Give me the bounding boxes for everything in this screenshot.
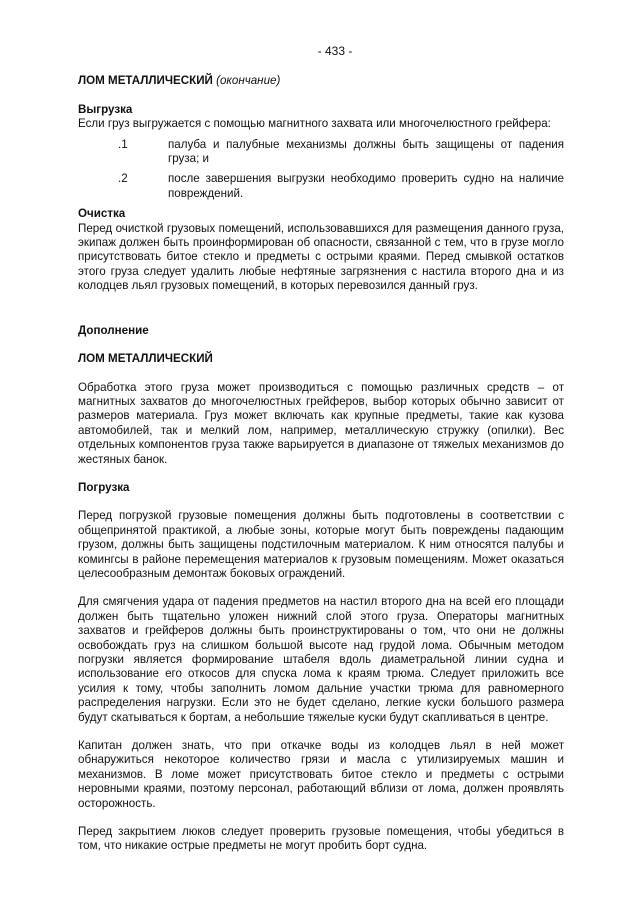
unloading-heading: Выгрузка [78,102,133,116]
section-title-sub: (окончание) [216,74,281,88]
loading-paragraph: Капитан должен знать, что при откачке воды из колодцев льял в ней может обнаружиться некоторое количество грязи и масла с утилизируемых машин и механизмов. В ломе может присутствовать битое стекло и предметы с острыми неровными краями, поэтому персонал, работающий вблизи от лома, должен проявлять осторожность. [78,739,564,810]
list-item-text: после завершения выгрузки необходимо проверить судно на наличие повреждений. [168,172,564,200]
document-page [78,44,564,854]
list-item [78,172,564,201]
loading-paragraph: Перед закрытием люков следует проверить грузовые помещения, чтобы убедиться в том, что никакие острые предметы не могут пробить борт судна. [78,825,564,853]
page-number: - 433 - [317,44,353,58]
cleaning-heading: Очистка [78,207,126,221]
cleaning-paragraph: Перед очисткой грузовых помещений, использовавшихся для размещения данного груза, экипаж должен быть проинформирован об опасности, связанной с тем, что в грузе могло присутствовать битое стекло и предметы с острыми краями. Перед смывкой остатков этого груза следует удалить любые нефтяные загрязнения с настила второго дна и из колодцев льял грузовых помещений, в которых перевозился данный груз. [78,221,564,293]
section-title-main: ЛОМ МЕТАЛЛИЧЕСКИЙ [78,74,213,88]
list-item-text: палуба и палубные механизмы должны быть защищены от падения груза; и [168,137,564,166]
loading-heading: Погрузка [78,480,130,494]
supplement-title: ЛОМ МЕТАЛЛИЧЕСКИЙ [78,352,213,366]
section-title [78,74,564,88]
unloading-intro: Если груз выгружается с помощью магнитного захвата или многочелюстного грейфера: [78,117,551,131]
list-item [78,138,564,167]
supplement-heading: Дополнение [78,323,149,337]
supplement-intro: Обработка этого груза может производиться с помощью различных средств – от магнитных захватов до многочелюстных грейферов, выбор которых обычно зависит от размеров материала. Груз может включать как крупные предметы, такие как кузова автомобилей, так и мелкий лом, например, металлическую стружку (опилки). Вес отдельных компонентов груза также варьируется в диапазоне от тяжелых механизмов до жестяных банок. [78,380,564,466]
list-item-number: .1 [118,137,128,151]
loading-paragraph: Для смягчения удара от падения предметов на настил второго дна на всей его площади должен быть тщательно уложен нижний слой этого груза. Операторы магнитных захватов и грейферов должны быть проинструктированы о том, что они не должны освобождать груз на слишком большой высоте над грудой лома. Обычным методом погрузки является формирование штабеля вдоль диаметральной линии судна и использование его откосов для спуска лома к краям трюма. Следует приложить все усилия к тому, чтобы заполнить ломом дальние участки трюма для равномерного распределения нагрузки. Если это не будет сделано, легкие куски большого размера будут скатываться к бортам, а небольшие тяжелые куски будут скапливаться в центре. [78,595,564,724]
unloading-list [78,138,564,202]
list-item-number: .2 [118,172,128,186]
loading-paragraph: Перед погрузкой грузовые помещения должны быть подготовлены в соответствии с общепринятой практикой, а любые зоны, которые могут быть повреждены падающим грузом, должны быть защищены подстилочным материалом. К ним относятся палубы и комингсы в районе перемещения материалов к грузовым помещениям. Может оказаться целесообразным демонтаж боковых ограждений. [78,509,564,580]
